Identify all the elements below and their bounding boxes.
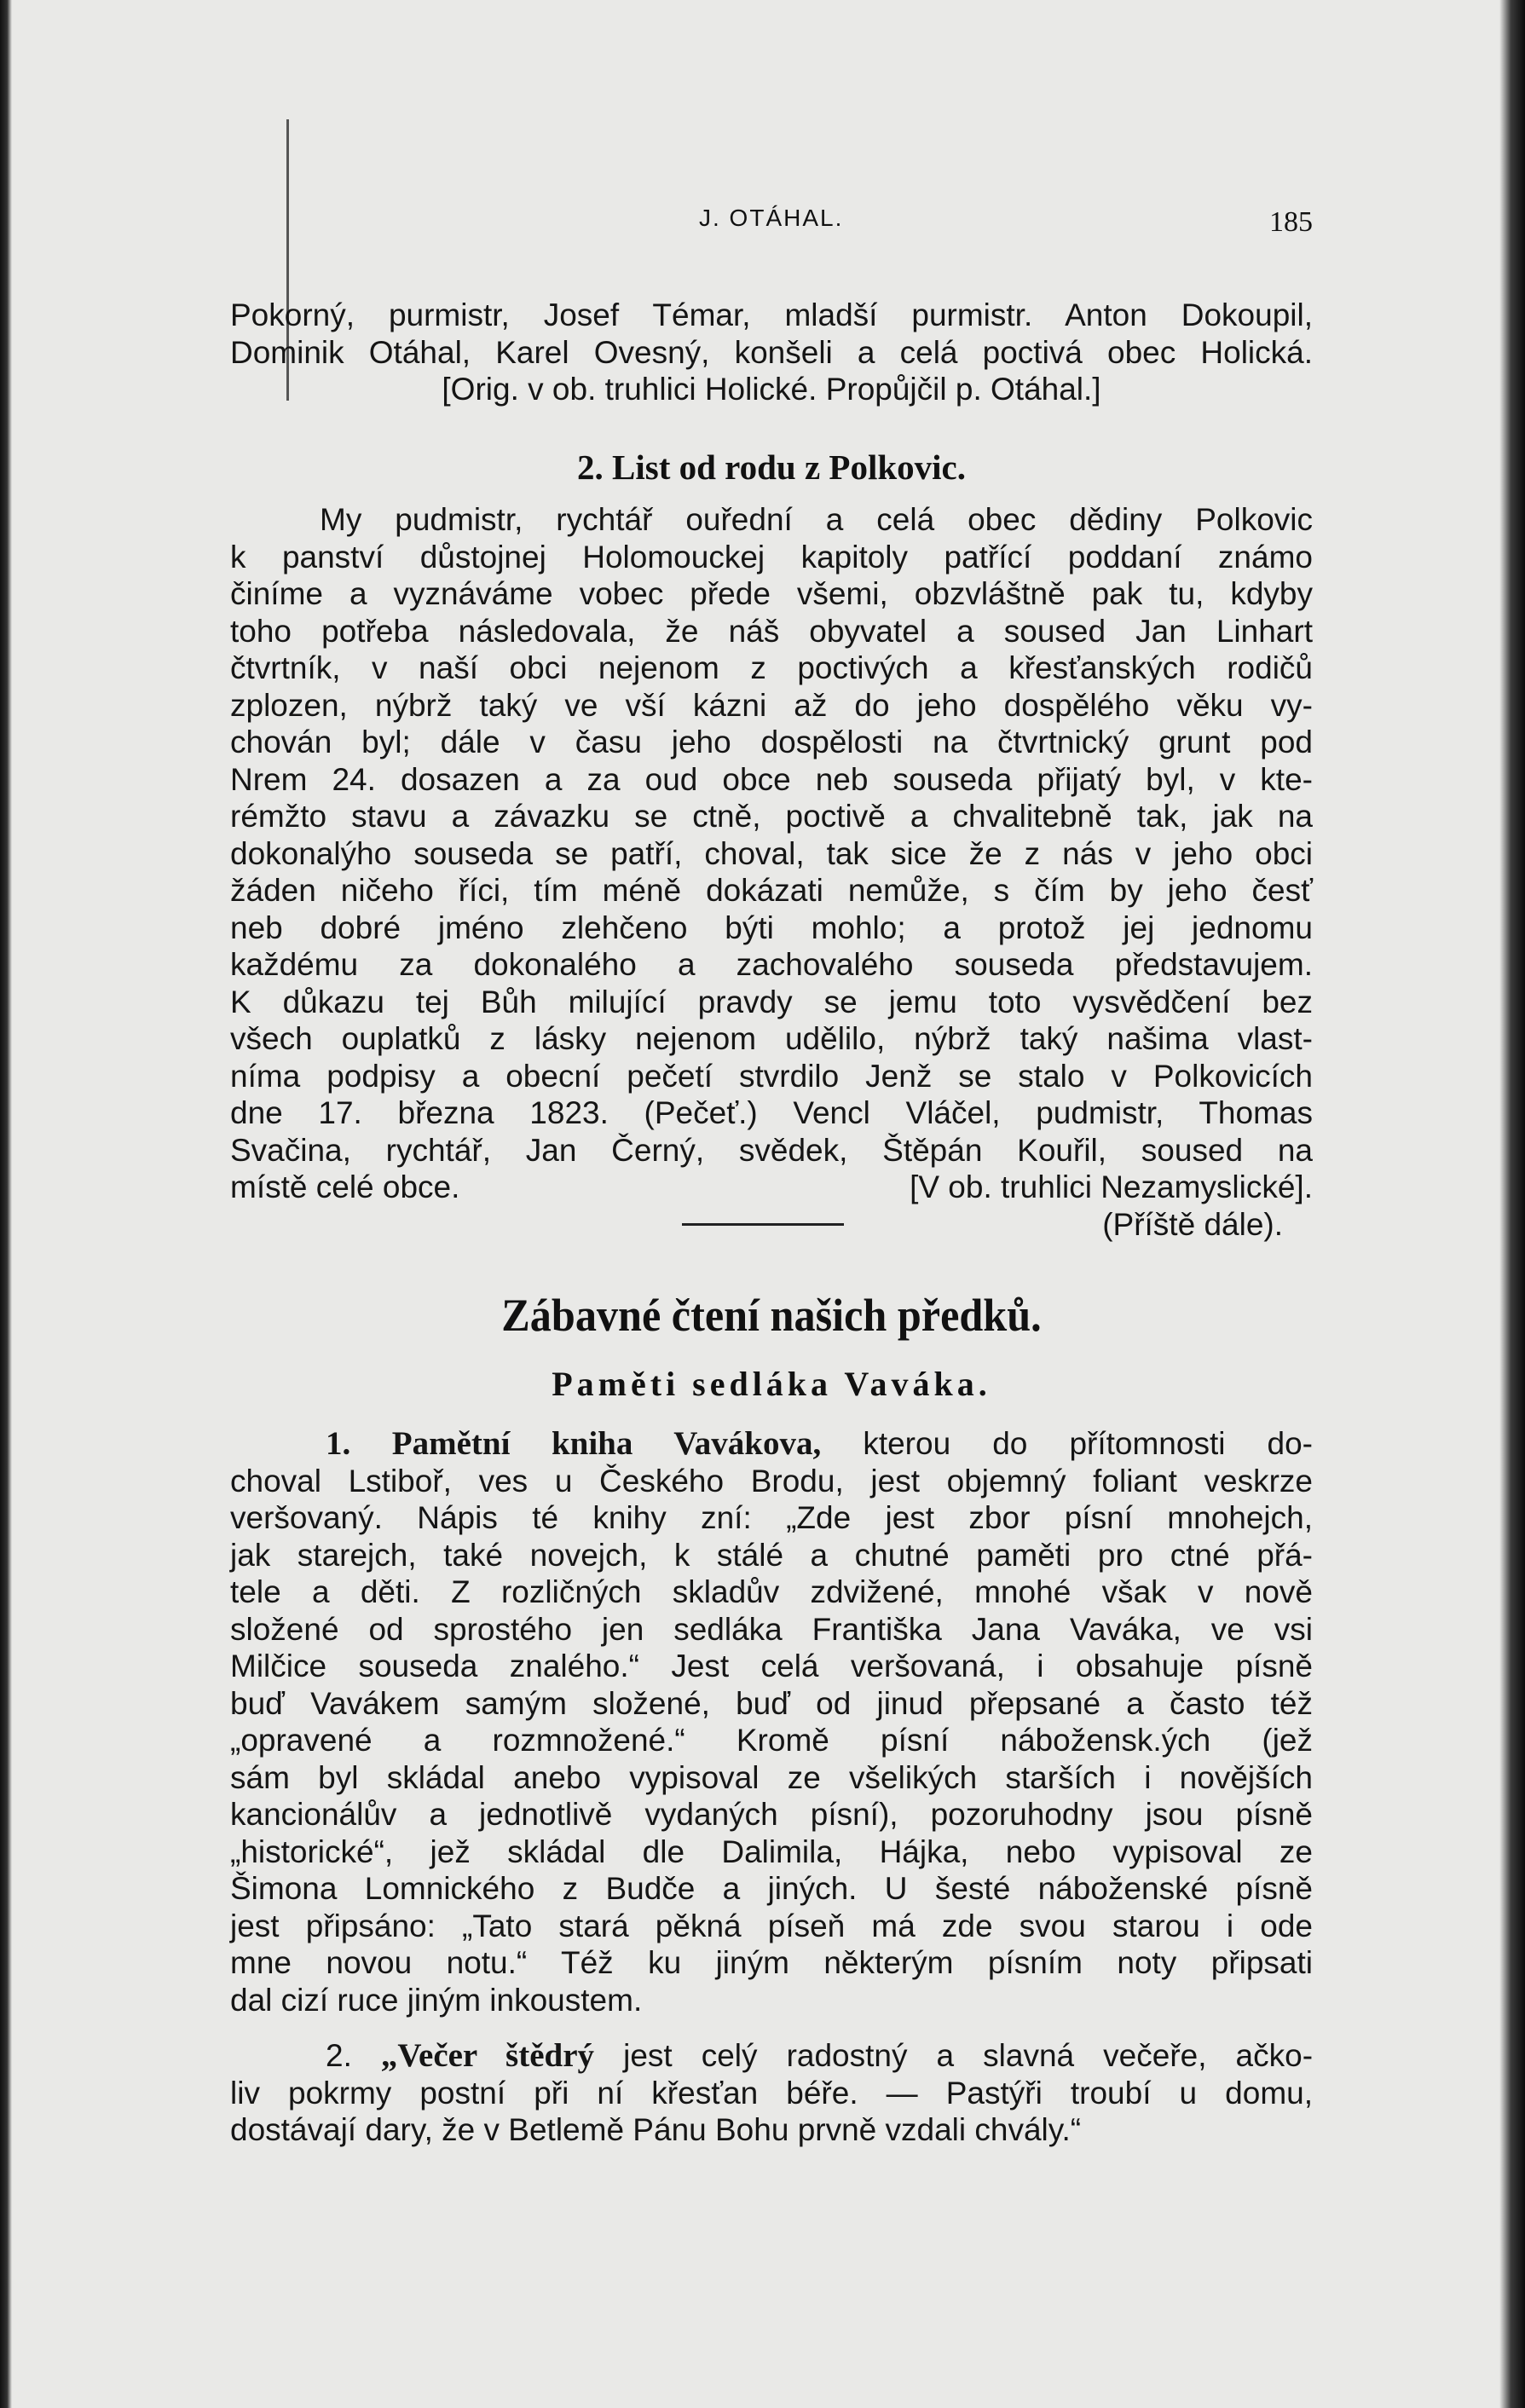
section-divider — [682, 1223, 844, 1226]
section-2-line: každému za dokonalého a zachovalého souseda představujem. — [230, 947, 1313, 982]
item-1-first-line — [230, 1425, 1313, 1463]
item-1-line: buď Vavákem samým složené, buď od jinud přepsané a často též — [230, 1685, 1313, 1721]
item-1-line: „opravené a rozmnožené.“ Kromě písní nábožensk.ých (jež — [230, 1723, 1313, 1758]
continued-note: (Příště dále). — [1102, 1206, 1283, 1242]
section-2-line: toho potřeba následovala, že náš obyvatel a soused Jan Linhart — [230, 613, 1313, 649]
section-2-line: žáden ničeho říci, tím méně dokázati nemůže, s čím by jeho česť — [230, 873, 1313, 908]
section-2-source-note: [V ob. truhlici Nezamyslické]. — [910, 1169, 1313, 1204]
section-2-line: K důkazu tej Bůh milující pravdy se jemu toto vysvědčení bez — [230, 984, 1313, 1019]
item-2-paragraph — [230, 2037, 1313, 2149]
section-2-line: Svačina, rychtář, Jan Černý, svědek, Štěpán Kouřil, soused na — [230, 1132, 1313, 1168]
intro-line-1: Pokorný, purmistr, Josef Témar, mladší purmistr. Anton Dokoupil, — [230, 297, 1313, 332]
page-number: 185 — [1269, 206, 1313, 238]
item-2-last-line: dostávají dary, že v Betlemě Pánu Bohu prvně vzdali chvály.“ — [230, 2112, 1082, 2147]
item-2-first-rest: jest celý radostný a slavná večeře, ačko- — [623, 2038, 1314, 2073]
item-1-line: mne novou notu.“ Též ku jiným některým písním noty připsati — [230, 1945, 1313, 1980]
item-1-line: Šimona Lomnického z Budče a jiných. U šesté náboženské písně — [230, 1871, 1313, 1906]
item-2-lead: „Večer štědrý — [380, 2037, 595, 2074]
item-1-line: složené od sprostého jen sedláka Františka Jana Vaváka, ve vsi — [230, 1611, 1313, 1647]
section-2-line: k panství důstojnej Holomouckej kapitoly patřící poddaní známo — [230, 539, 1313, 575]
article-subtitle: Paměti sedláka Vaváka. — [552, 1365, 991, 1403]
item-1-first-rest: kterou do přítomnosti do- — [863, 1426, 1314, 1461]
section-2-line: čtvrtník, v naší obci nejenom z poctivých a křesťanských rodičů — [230, 650, 1313, 685]
item-2-first-line — [230, 2037, 1313, 2075]
section-2-last-line — [230, 1169, 1313, 1206]
right-scan-edge — [1499, 0, 1525, 2408]
section-2-line: neb dobré jméno zlehčeno býti mohlo; a protož jej jednomu — [230, 909, 1313, 945]
section-2-line: rémžto stavu a závazku se ctně, poctivě a chvalitebně tak, jak na — [230, 799, 1313, 834]
section-2-line: dokonalýho souseda se patří, choval, tak sice že z nás v jeho obci — [230, 835, 1313, 871]
item-1-lead: 1. Pamětní kniha Vavákova, — [326, 1425, 822, 1462]
item-1-last-line: dal cizí ruce jiným inkoustem. — [230, 1982, 643, 2018]
section-2-line: My pudmistr, rychtář ouřední a celá obec dědiny Polkovic — [320, 502, 1313, 537]
section-2-line: Nrem 24. dosazen a za oud obce neb souseda přijatý byl, v kte- — [230, 761, 1313, 797]
section-2-line: dne 17. března 1823. (Pečeť.) Vencl Vláčel, pudmistr, Thomas — [230, 1095, 1313, 1130]
section-2-line: chován byl; dále v času jeho dospělosti na čtvrtnický grunt pod — [230, 725, 1313, 759]
section-2-heading: 2. List od rodu z Polkovic. — [577, 448, 966, 487]
item-1-paragraph — [230, 1425, 1313, 2018]
item-1-line: jak starejch, také novejch, k stálé a chutné paměti pro ctné přá- — [230, 1537, 1313, 1573]
item-1-line: jest připsáno: „Tato stará pěkná píseň má zde svou starou i ode — [230, 1908, 1313, 1943]
article-title: Zábavné čtení našich předků. — [501, 1290, 1042, 1341]
left-scan-edge — [0, 0, 12, 2408]
section-2-body — [230, 501, 1313, 1243]
item-1-line: kancionálův a jednotlivě vydaných písní), pozoruhodny jsou písně — [230, 1797, 1313, 1832]
item-1-line: tele a děti. Z rozličných skladův zdvižené, mnohé však v nově — [230, 1574, 1313, 1609]
intro-line-2: Dominik Otáhal, Karel Ovesný, konšeli a celá poctivá obec Holická. — [230, 334, 1313, 370]
item-1-line: veršovaný. Nápis té knihy zní: „Zde jest zbor písní mnohejch, — [230, 1500, 1313, 1535]
intro-line-3: [Orig. v ob. truhlici Holické. Propůjčil p. Otáhal.] — [442, 372, 1101, 407]
item-1-line: choval Lstiboř, ves u Českého Brodu, jest objemný foliant veskrze — [230, 1463, 1313, 1499]
item-1-line: „historické“, jež skládal dle Dalimila, Hájka, nebo vypisoval ze — [230, 1833, 1313, 1869]
section-2-line: činíme a vyznáváme vobec přede všemi, obzvláštně pak tu, kdyby — [230, 576, 1313, 611]
section-2-line: níma podpisy a obecní pečetí stvrdilo Jenž se stalo v Polkovicích — [230, 1058, 1313, 1094]
item-1-line: sám byl skládal anebo vypisoval ze všelikých starších i novějších — [230, 1759, 1313, 1795]
running-head: J. OTÁHAL. — [699, 205, 844, 231]
item-1-line: Milčice souseda znalého.“ Jest celá veršovaná, i obsahuje písně — [230, 1649, 1313, 1683]
item-2-line: liv pokrmy postní při ní křesťan béře. — Pastýři troubí u domu, — [230, 2075, 1313, 2111]
section-2-line: zplozen, nýbrž taký ve vší kázni až do jeho dospělého věku vy- — [230, 687, 1313, 723]
section-2-last-left: místě celé obce. — [230, 1169, 460, 1204]
item-2-number: 2. — [326, 2038, 352, 2073]
intro-paragraph — [230, 297, 1313, 408]
page-header — [230, 205, 1313, 247]
section-2-line: všech ouplatků z lásky nejenom udělilo, nýbrž taký našima vlast- — [230, 1021, 1313, 1056]
